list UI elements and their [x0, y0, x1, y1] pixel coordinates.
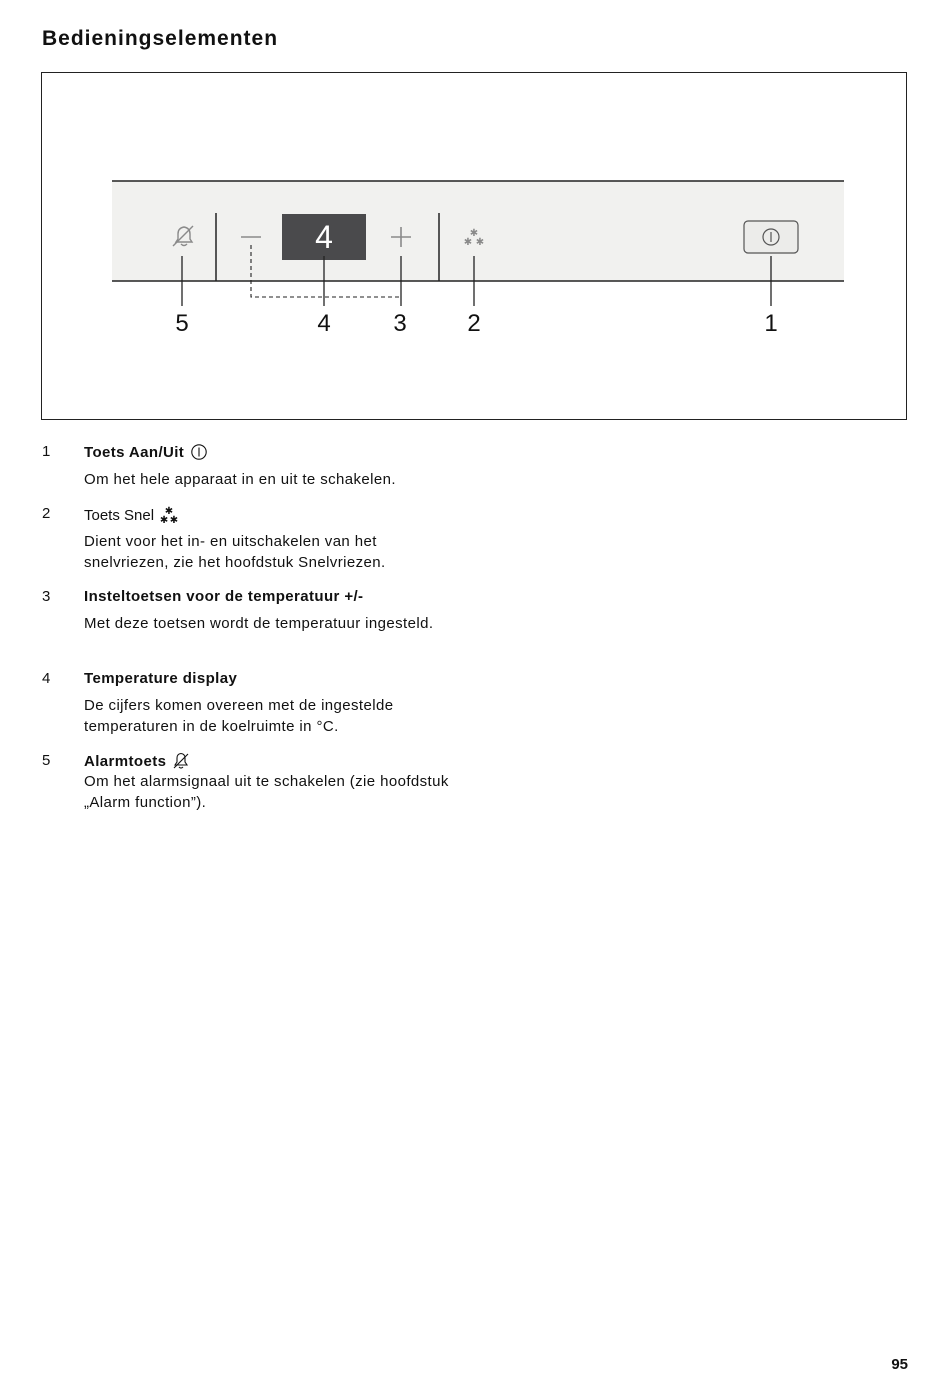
display-digit: 4: [315, 219, 333, 255]
page-number: 95: [891, 1356, 908, 1373]
alarm-off-icon: [172, 752, 190, 770]
svg-text:✱: ✱: [160, 515, 169, 525]
legend-description: Dient voor het in- en uitschakelen van het snelvriezen, zie het hoofdstuk Snelvriezen.: [84, 533, 386, 571]
control-panel-figure: [41, 72, 907, 420]
legend-title: [84, 588, 363, 605]
legend-title-text: Toets Aan/Uit: [84, 443, 185, 461]
superfrost-icon: [160, 505, 178, 525]
callout-1: 1: [764, 310, 778, 337]
control-panel-diagram: [42, 73, 908, 421]
callout-5: 5: [175, 310, 189, 337]
svg-text:✱: ✱: [463, 237, 473, 248]
legend-description: Om het hele apparaat in en uit te schakelen.: [84, 471, 396, 488]
legend-title-text: Alarmtoets: [84, 752, 167, 770]
legend-title-text: Toets Snel: [84, 506, 155, 524]
svg-text:✱: ✱: [475, 237, 485, 248]
legend-title: [84, 443, 208, 461]
callout-2: 2: [467, 310, 481, 337]
svg-text:✱: ✱: [164, 506, 174, 517]
legend-number: 2: [42, 505, 51, 522]
legend-title: [84, 752, 190, 770]
legend-title: [84, 505, 178, 525]
legend-title: [84, 670, 237, 687]
legend-number: 3: [42, 588, 51, 605]
temperature-display: [282, 214, 366, 260]
power-icon: [190, 443, 208, 461]
legend-number: 1: [42, 443, 51, 460]
legend-number: 5: [42, 752, 51, 769]
legend-title-text: Insteltoetsen voor de temperatuur +/-: [84, 588, 364, 605]
svg-text:✱: ✱: [469, 228, 479, 239]
page-title: Bedieningselementen: [42, 27, 279, 50]
legend-description: Om het alarmsignaal uit te schakelen (zie hoofdstuk „Alarm function”).: [84, 773, 449, 811]
legend-description: Met deze toetsen wordt de temperatuur ingesteld.: [84, 615, 434, 632]
svg-text:✱: ✱: [169, 515, 179, 525]
legend-title-text: Temperature display: [84, 670, 238, 687]
on-off-button[interactable]: [744, 221, 798, 253]
legend-description: De cijfers komen overeen met de ingestelde temperaturen in de koelruimte in °C.: [84, 697, 394, 735]
callout-4: 4: [317, 310, 331, 337]
callout-3: 3: [393, 310, 407, 337]
legend-number: 4: [42, 670, 51, 687]
